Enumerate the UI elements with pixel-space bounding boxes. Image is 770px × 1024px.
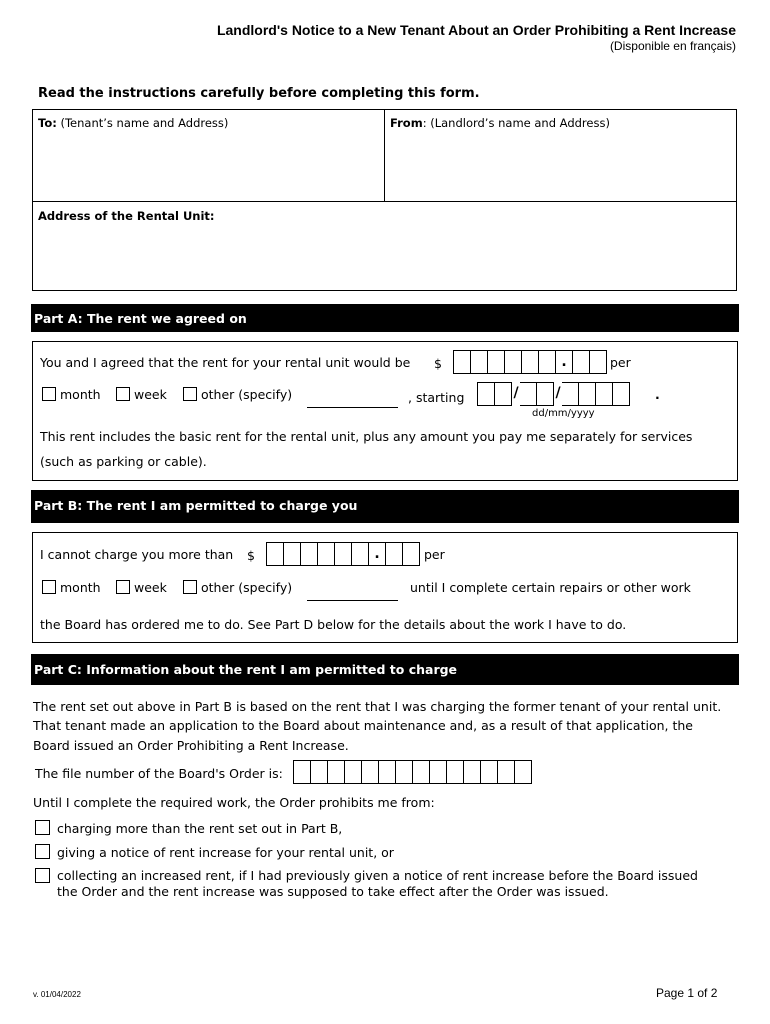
address-divider-vertical (384, 109, 385, 202)
form-title: Landlord's Notice to a New Tenant About an Order Prohibiting a Rent Increase (216, 22, 736, 38)
rental-unit-address-field[interactable] (34, 226, 734, 289)
option3-label-line1: collecting an increased rent, if I had previously given a notice of rent increase before the Board issued (57, 868, 698, 883)
french-availability: (Disponible en français) (609, 39, 736, 53)
part-a-other-checkbox[interactable] (183, 387, 197, 401)
option1-label: charging more than the rent set out in Part B, (57, 821, 343, 836)
option3-label-line2: the Order and the rent increase was supposed to take effect after the Order was issued. (57, 884, 609, 899)
rental-unit-label: Address of the Rental Unit: (38, 209, 215, 223)
part-a-month-checkbox[interactable] (42, 387, 56, 401)
instructions-note: Read the instructions carefully before completing this form. (38, 86, 480, 101)
part-a-month-label: month (60, 387, 101, 402)
from-label: From: (Landlord’s name and Address) (390, 116, 610, 130)
part-c-para-line1: The rent set out above in Part B is based on the rent that I was charging the former tenant of your rental unit. (33, 699, 722, 714)
landlord-name-address-field[interactable] (387, 134, 735, 200)
part-b-heading: Part B: The rent I am permitted to charge you (31, 490, 739, 523)
part-b-week-checkbox[interactable] (116, 580, 130, 594)
option1-checkbox[interactable] (35, 820, 50, 835)
part-a-week-label: week (134, 387, 167, 402)
part-a-decimal: . (556, 350, 573, 374)
option3-checkbox[interactable] (35, 868, 50, 883)
option2-checkbox[interactable] (35, 844, 50, 859)
part-b-decimal: . (369, 542, 386, 566)
part-a-rent-amount-field[interactable] (453, 350, 607, 374)
part-c-heading: Part C: Information about the rent I am permitted to charge (31, 654, 739, 685)
part-b-rent-amount-field[interactable] (266, 542, 420, 566)
part-b-dollar-sign: $ (247, 548, 255, 563)
address-divider-horizontal (32, 201, 737, 202)
part-b-month-checkbox[interactable] (42, 580, 56, 594)
part-a-other-specify-field[interactable] (307, 407, 398, 408)
part-a-week-checkbox[interactable] (116, 387, 130, 401)
part-a-date-period: . (655, 387, 660, 402)
part-b-cannot-text: I cannot charge you more than (40, 547, 234, 562)
file-number-field[interactable] (293, 760, 532, 784)
part-a-per: per (610, 355, 631, 370)
part-a-agreed-text: You and I agreed that the rent for your rental unit would be (40, 355, 411, 370)
part-c-prohibits-text: Until I complete the required work, the Order prohibits me from: (33, 795, 435, 810)
form-version: v. 01/04/2022 (33, 990, 81, 999)
part-a-includes-line2: (such as parking or cable). (40, 454, 207, 469)
page-number: Page 1 of 2 (656, 986, 718, 1000)
part-a-heading: Part A: The rent we agreed on (31, 304, 739, 332)
part-a-includes-line1: This rent includes the basic rent for the rental unit, plus any amount you pay me separately for services (40, 429, 693, 444)
part-a-starting-label: , starting (408, 390, 465, 405)
part-a-dollar-sign: $ (434, 356, 442, 371)
option2-label: giving a notice of rent increase for your rental unit, or (57, 845, 394, 860)
part-b-ordered-text: the Board has ordered me to do. See Part D below for the details about the work I have to do. (40, 617, 627, 632)
part-a-date-slash-2: / (555, 385, 561, 401)
part-b-other-specify-field[interactable] (307, 600, 398, 601)
part-b-per: per (424, 547, 445, 562)
part-b-other-label: other (specify) (201, 580, 293, 595)
tenant-name-address-field[interactable] (34, 134, 382, 200)
part-b-month-label: month (60, 580, 101, 595)
part-a-date-slash-1: / (513, 385, 519, 401)
file-number-label: The file number of the Board's Order is: (35, 766, 283, 781)
part-a-date-format: dd/mm/yyyy (532, 408, 595, 419)
part-b-other-checkbox[interactable] (183, 580, 197, 594)
to-label: To: (Tenant’s name and Address) (38, 116, 229, 130)
part-b-week-label: week (134, 580, 167, 595)
part-c-para-line3: Board issued an Order Prohibiting a Rent Increase. (33, 738, 349, 753)
part-a-start-date-field[interactable] (477, 382, 630, 406)
part-b-until-text: until I complete certain repairs or other work (410, 580, 691, 595)
part-c-para-line2: That tenant made an application to the Board about maintenance and, as a result of that application, the (33, 718, 693, 733)
part-a-other-label: other (specify) (201, 387, 293, 402)
